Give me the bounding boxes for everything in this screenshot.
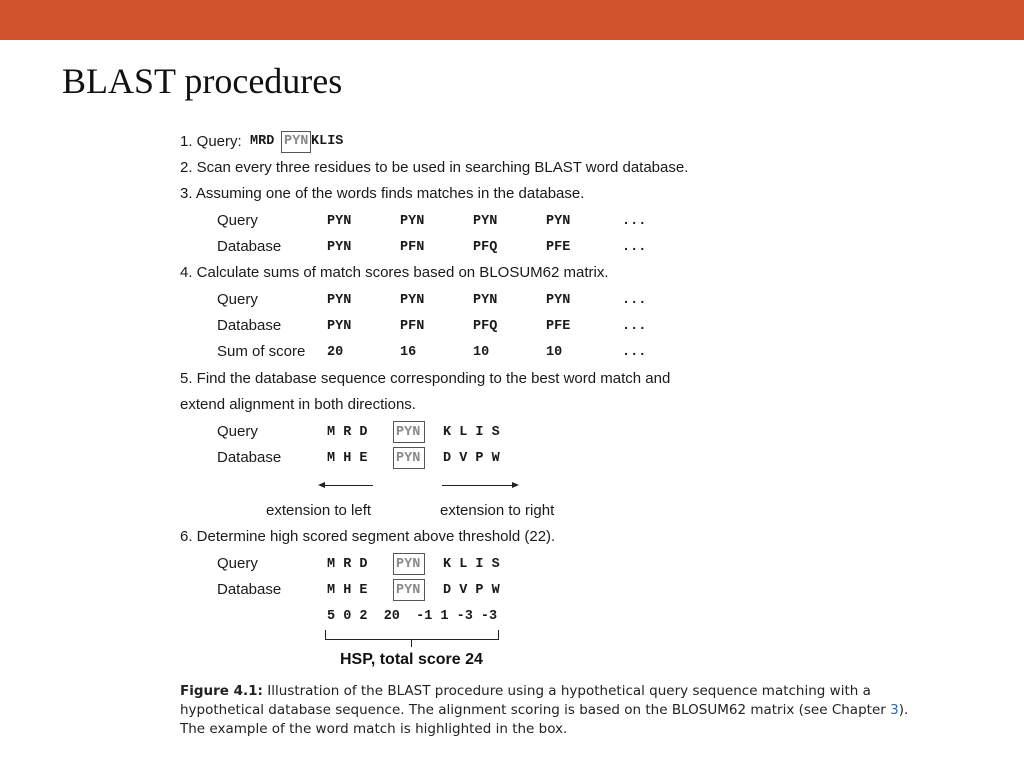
step-6-db-word: PYN <box>396 583 421 598</box>
step-3-query-word: PYN <box>400 214 425 229</box>
step-3-query-word: PYN <box>546 214 571 229</box>
step-6-scores: 5 0 2 20 -1 1 -3 -3 <box>327 609 498 624</box>
step-5-text-line-1: 5. Find the database sequence corresponding to the best word match and <box>180 370 671 387</box>
caption-label: Figure 4.1: <box>180 683 263 699</box>
step-4-query-word: PYN <box>400 293 425 308</box>
step-4-query-word: PYN <box>546 293 571 308</box>
extension-right-arrow <box>442 485 514 486</box>
step-2-text: 2. Scan every three residues to be used in searching BLAST word database. <box>180 159 689 176</box>
step-1-seq-right: KLIS <box>311 134 344 149</box>
step-6-query-word: PYN <box>396 557 421 572</box>
step-3-db-word: PYN <box>327 240 352 255</box>
step-3-query-word: PYN <box>473 214 498 229</box>
step-4-query-word: PYN <box>327 293 352 308</box>
step-1-seq-word: PYN <box>284 134 309 149</box>
caption-text-end: ). The example of the word match is highlighted in the box. <box>180 702 909 737</box>
step-6-db-left: M H E <box>327 583 368 598</box>
step-4-sum-ellipsis: ... <box>622 345 647 360</box>
step-3-query-label: Query <box>217 212 258 229</box>
caption-chapter-link[interactable]: 3 <box>890 702 899 718</box>
step-1-seq-left: MRD <box>250 134 275 149</box>
step-1-word-box <box>281 131 311 153</box>
step-3-db-word: PFN <box>400 240 425 255</box>
step-3-db-word: PFE <box>546 240 571 255</box>
step-4-score: 20 <box>327 345 344 360</box>
step-6-query-right: K L I S <box>443 557 500 572</box>
step-5-db-right: D V P W <box>443 451 500 466</box>
step-6-db-word-box <box>393 579 425 601</box>
step-3-db-ellipsis: ... <box>622 240 647 255</box>
caption-text: Illustration of the BLAST procedure using a hypothetical query sequence matching with a hypothetical database sequence. The alignment scoring is based on the BLOSUM62 matrix (see Chapter <box>180 683 891 718</box>
step-5-query-right: K L I S <box>443 425 500 440</box>
step-4-sum-label: Sum of score <box>217 343 306 360</box>
step-4-query-ellipsis: ... <box>622 293 647 308</box>
extension-left-arrow <box>323 485 373 486</box>
step-4-db-word: PYN <box>327 319 352 334</box>
step-4-score: 10 <box>473 345 490 360</box>
step-5-query-word: PYN <box>396 425 421 440</box>
step-6-database-label: Database <box>217 581 282 598</box>
step-4-query-word: PYN <box>473 293 498 308</box>
step-6-query-left: M R D <box>327 557 368 572</box>
step-4-db-word: PFE <box>546 319 571 334</box>
figure-caption <box>180 682 915 739</box>
step-5-db-word: PYN <box>396 451 421 466</box>
step-3-text: 3. Assuming one of the words finds matches in the database. <box>180 185 585 202</box>
hsp-total-score: HSP, total score 24 <box>340 651 483 668</box>
step-4-text: 4. Calculate sums of match scores based on BLOSUM62 matrix. <box>180 264 609 281</box>
step-4-score: 10 <box>546 345 563 360</box>
step-3-query-word: PYN <box>327 214 352 229</box>
step-5-query-left: M R D <box>327 425 368 440</box>
step-3-db-word: PFQ <box>473 240 498 255</box>
step-4-score: 16 <box>400 345 417 360</box>
step-6-query-word-box <box>393 553 425 575</box>
step-5-database-label: Database <box>217 449 282 466</box>
hsp-bracket-tick <box>411 639 412 647</box>
step-5-db-word-box <box>393 447 425 469</box>
extension-right-arrowhead <box>512 482 519 488</box>
extension-left-label: extension to left <box>266 502 372 519</box>
step-5-db-left: M H E <box>327 451 368 466</box>
step-4-query-label: Query <box>217 291 258 308</box>
step-3-database-label: Database <box>217 238 282 255</box>
slide-title: BLAST procedures <box>62 61 343 101</box>
step-6-text: 6. Determine high scored segment above threshold (22). <box>180 528 556 545</box>
hsp-bracket <box>325 630 499 640</box>
step-4-database-label: Database <box>217 317 282 334</box>
step-3-query-ellipsis: ... <box>622 214 647 229</box>
step-5-query-label: Query <box>217 423 258 440</box>
step-4-db-word: PFQ <box>473 319 498 334</box>
step-6-db-right: D V P W <box>443 583 500 598</box>
step-4-db-word: PFN <box>400 319 425 334</box>
step-4-db-ellipsis: ... <box>622 319 647 334</box>
step-1-label: 1. Query: <box>180 133 242 150</box>
extension-right-label: extension to right <box>440 502 555 519</box>
step-5-query-word-box <box>393 421 425 443</box>
step-6-query-label: Query <box>217 555 258 572</box>
step-5-text-line-2: extend alignment in both directions. <box>180 396 416 413</box>
